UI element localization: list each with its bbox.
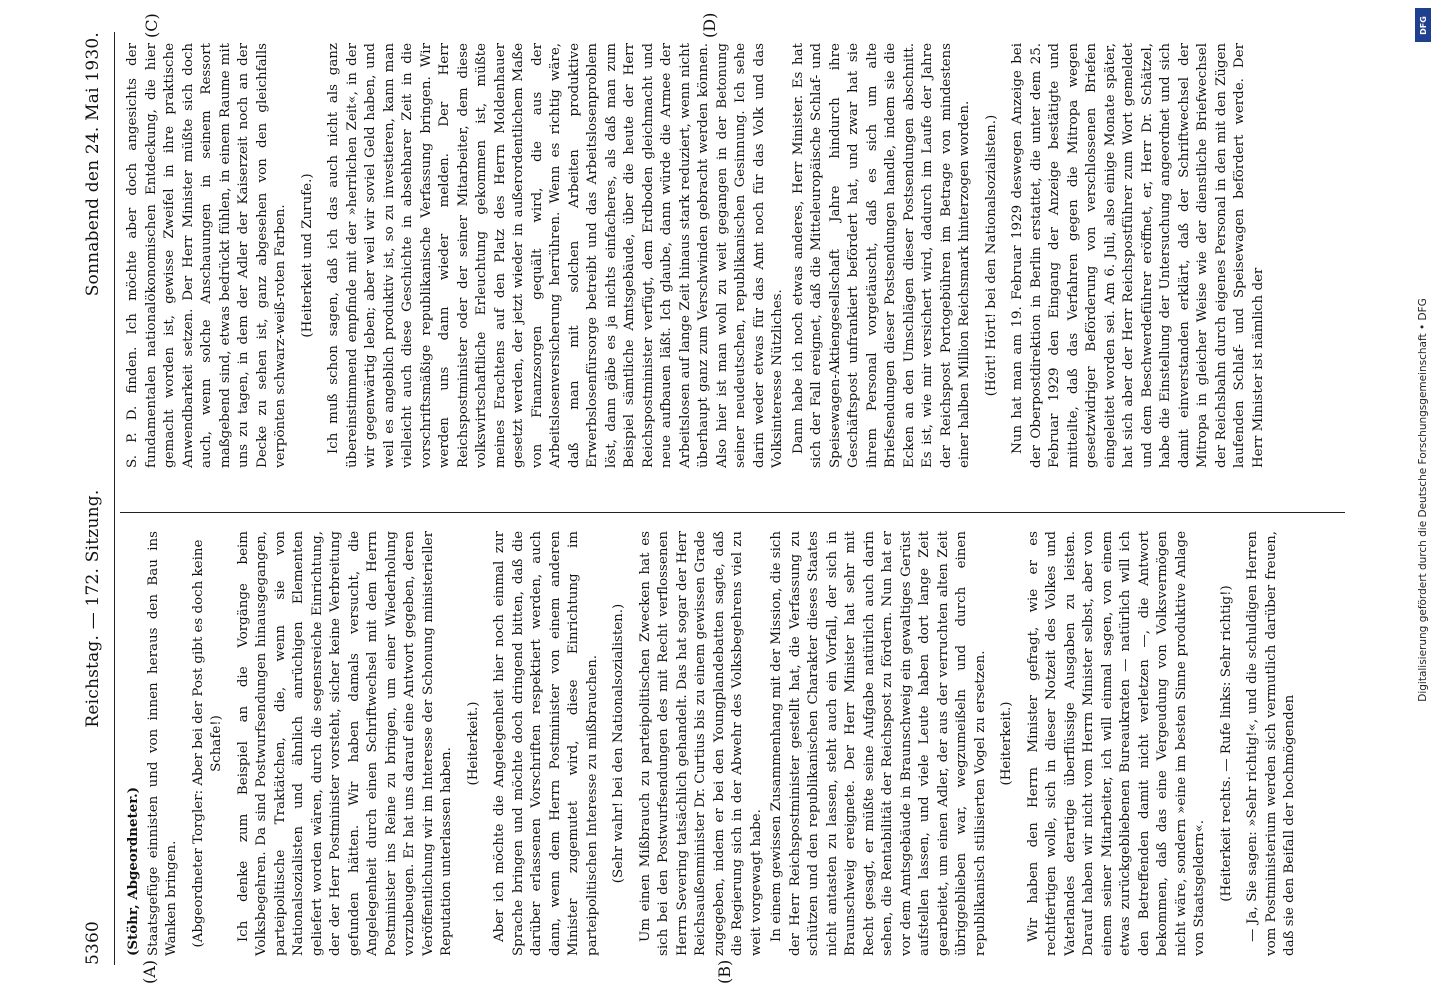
dfg-logo-icon: DFG	[1415, 8, 1431, 42]
paragraph: Dann habe ich noch etwas anderes, Herr Minister. Es hat sich der Fall ereignet, daß die Mitteleuropäische Schlaf- und Speisewagen-Aktiengesellschaft Jahre hindurch ihre Geschäftspost unfrankiert befördert hat, und zwar hat sie ihrem Personal vorgetäuscht, daß es sich um alte Briefsendungen dieser Postsendungen handle, indem sie die Ecken an den Umschlägen dieser Postsendungen abschnitt. Es ist, wie mir versichert wird, dadurch im Laufe der Jahre der Reichspost Portogebühren im Betrage von mindestens einer halben Million Reichsmark hinterzogen worden.	[790, 43, 972, 468]
interjection: (Abgeordneter Torgler: Aber bei der Post gibt es doch keine Schafe!)	[190, 539, 224, 948]
interjection: (Heiterkeit rechts. — Rufe links: Sehr richtig!)	[1218, 585, 1234, 902]
dfg-credit-text: Digitalisierung gefördert durch die Deutsche Forschungsgemeinschaft • DFG	[1417, 298, 1429, 702]
paragraph: Ich muß schon sagen, daß ich das auch nicht als ganz übereinstimmend empfinde mit der »herrlichen Zeit«, in der wir gegenwärtig leben; aber weil wir soviel Geld haben, und weil es angeblich produktiv ist, so zu investieren, kann man vielleicht auch diese Geschichte in absehbarer Zeit in die vorschriftsmäßige republikanische Verfassung bringen. Wir werden uns dann wieder melden. Der Herr Reichspostminister oder der seiner Mitarbeiter, dem diese volkswirtschaftliche Erleuchtung gekommen ist, müßte meines Erachtens auf den Platz des Herrn Moldenhauer gesetzt werden, der jetzt wieder in außerordentlichem Maße von Finanzsorgen gequält wird, die aus der Arbeitslosenversicherung herrühren. Wenn es richtig wäre, daß man mit solchen Arbeiten produktive Erwerbslosenfürsorge betreibt und das Arbeitslosenproblem löst, dann gäbe es ja nichts einfacheres, als daß man zum Beispiel sämtliche Amtsgebäude, über die heute der Herr Reichspostminister verfügt, dem Erdboden gleichmacht und neue aufbauen läßt. Ich glaube, dann würde die Armee der Arbeitslosen auf lange Zeit hinaus stark reduziert, wenn nicht überhaupt ganz zum Verschwinden gebracht werden können. Also hier ist man wohl zu weit gegangen in der Betonung seiner neudeutschen, republikanischen Gesinnung. Ich sehe darin weder etwas für das Amt noch für das Volk und das Volksinteresse Nützliches.	[326, 43, 785, 468]
paragraph: — Ja, Sie sagen: »Sehr richtig!«, und die schuldigen Herren vom Postministerium werden sich vermutlich darüber freuen, daß sie den Beifall der hochmögenden	[1245, 531, 1297, 956]
session-title: Reichstag. — 172. Sitzung.	[83, 489, 103, 728]
right-column	[124, 43, 1270, 468]
interjection: (Heiterkeit.)	[999, 701, 1014, 786]
dfg-credit-strip	[1412, 0, 1434, 1000]
margin-mark-c: (C)	[142, 13, 161, 38]
margin-mark-b: (B)	[715, 959, 734, 984]
paragraph: Aber ich möchte die Angelegenheit hier noch einmal zur Sprache bringen und möchte doch dringend bitten, daß die darüber erlassenen Vorschriften respektiert werden, auch dann, wenn dem Herrn Postminister von einem anderen Minister zugemutet wird, diese Einrichtung im parteipolitischen Interesse zu mißbrauchen.	[492, 531, 600, 956]
interjection: (Hört! Hört! bei den Nationalsozialisten.)	[983, 114, 999, 397]
column-divider	[120, 512, 1345, 513]
page-number: 5360	[83, 920, 103, 965]
paragraph: Wir haben den Herrn Minister gefragt, wie er es rechtfertigen wolle, sich in dieser Notzeit des Volkes und Vaterlandes derartige überflüssige Ausgaben zu leisten. Darauf haben wir nicht vom Herrn Minister selbst, aber von einem seiner Mitarbeiter, ich will einmal sagen, von einem etwas zurückgebliebenen Bureaukraten — natürlich will ich den Betreffenden damit nicht verletzen —, die Antwort bekommen, daß das eine Vergeudung von Volksvermögen nicht wäre, sondern »eine im besten Sinne produktive Anlage von Staatsgeldern«.	[1025, 531, 1207, 956]
left-column	[124, 531, 1302, 956]
interjection: (Heiterkeit.)	[465, 701, 481, 786]
interjection: (Sehr wahr! bei den Nationalsozialisten.)	[611, 603, 626, 884]
paragraph: Ich denke zum Beispiel an die Vorgänge beim Volksbegehren. Da sind Postwurfsendungen hinausgegangen, parteipolitische Traktätchen, die, wenn sie von Nationalsozialisten und ähnlich anrüchigen Elementen geliefert worden wären, durch die segensreiche Einrichtung, der der Herr Postminister vorsteht, sicher keine Verbreitung gefunden hätten. Wir haben damals versucht, die Angelegenheit durch einen Schriftwechsel mit dem Herrn Postminister ins Reine zu bringen, um einer Wiederholung vorzubeugen. Er hat uns darauf eine Antwort gegeben, deren Veröffentlichung wir im Interesse der Schonung ministerieller Reputation unterlassen haben.	[235, 531, 454, 956]
page-header	[72, 32, 115, 965]
paragraph: Staatsgefüge einnisten und von innen heraus den Bau ins Wanken bringen.	[145, 531, 179, 956]
speaker-line: (Stöhr, Abgeordneter.)	[125, 786, 141, 956]
paragraph: S. P. D. finden. Ich möchte aber doch angesichts der fundamentalen nationalökonomischen Entdeckung, die hier gemacht worden ist, gewisse Zweifel in ihre praktische Anwendbarkeit setzen. Der Herr Minister müßte sich doch auch, wenn solche Anschauungen in seinem Ressort maßgebend sind, etwas bedrückt fühlen, in einem Raume mit uns zu tagen, in dem der Adler der Kaiserzeit noch an der Decke zu sehen ist, ganz abgesehen von den gleichfalls verpönten schwarz-weiß-roten Farben.	[125, 43, 288, 468]
interjection: (Heiterkeit und Zurufe.)	[299, 173, 315, 338]
margin-mark-a: (A)	[140, 959, 159, 984]
session-date: Sonnabend den 24. Mai 1930.	[83, 32, 103, 297]
paragraph: In einem gewissen Zusammenhang mit der Mission, die sich der Herr Reichspostminister gestellt hat, die Verfassung zu schützen und den republikanischen Charakter dieses Staates nicht antasten zu lassen, steht auch ein Vorfall, der sich in Braunschweig ereignete. Der Herr Minister hat sehr mit Recht gesagt, er müßte seine Aufgabe natürlich auch darin sehen, die Rentabilität der Reichspost zu fördern. Nun hat er vor dem Amtsgebäude in Braunschweig ein gewaltiges Gerüst aufstellen lassen, und viele Leute haben dort lange Zeit gearbeitet, um einen Adler, der aus der verruchten alten Zeit übriggeblieben war, wegzumeißeln und durch einen republikanisch stilisierten Vogel zu ersetzen.	[769, 531, 988, 956]
paragraph: Um einen Mißbrauch zu parteipolitischen Zwecken hat es sich bei den Postwurfsendungen des mit Recht verflossenen Herrn Severing tatsächlich gehandelt. Das hat sogar der Herr Reichsaußenminister Dr. Curtius bis zu einem gewissen Grade zugegeben, indem er bei den Youngplandebatten sagte, daß die Regierung sich in der Abwehr des Volksbegehrens viel zu weit vorgewagt habe.	[637, 531, 764, 956]
paragraph: Nun hat man am 19. Februar 1929 deswegen Anzeige bei der Oberpostdirektion in Berlin erstattet, die unter dem 25. Februar 1929 den Eingang der Anzeige bestätigte und mitteilte, daß das Verfahren gegen die Mitropa wegen gesetzwidriger Beförderung von verschlossenen Briefen eingeleitet worden sei. Am 6. Juli, also einige Monate später, hat sich aber der Herr Reichspostführer zum Wort gemeldet und dem Beschwerdeführer eröffnet, er, Herr Dr. Schätzel, habe die Einstellung der Untersuchung angeordnet und sich damit einverstanden erklärt, daß der Schriftwechsel der Mitropa in gleicher Weise wie der dienstliche Briefwechsel der Reichsbahn durch eigenes Personal in den mit den Zügen laufenden Schlaf- und Speisewagen befördert werde. Der Herr Minister ist nämlich der	[1010, 43, 1266, 468]
margin-mark-d: (D)	[700, 12, 719, 38]
